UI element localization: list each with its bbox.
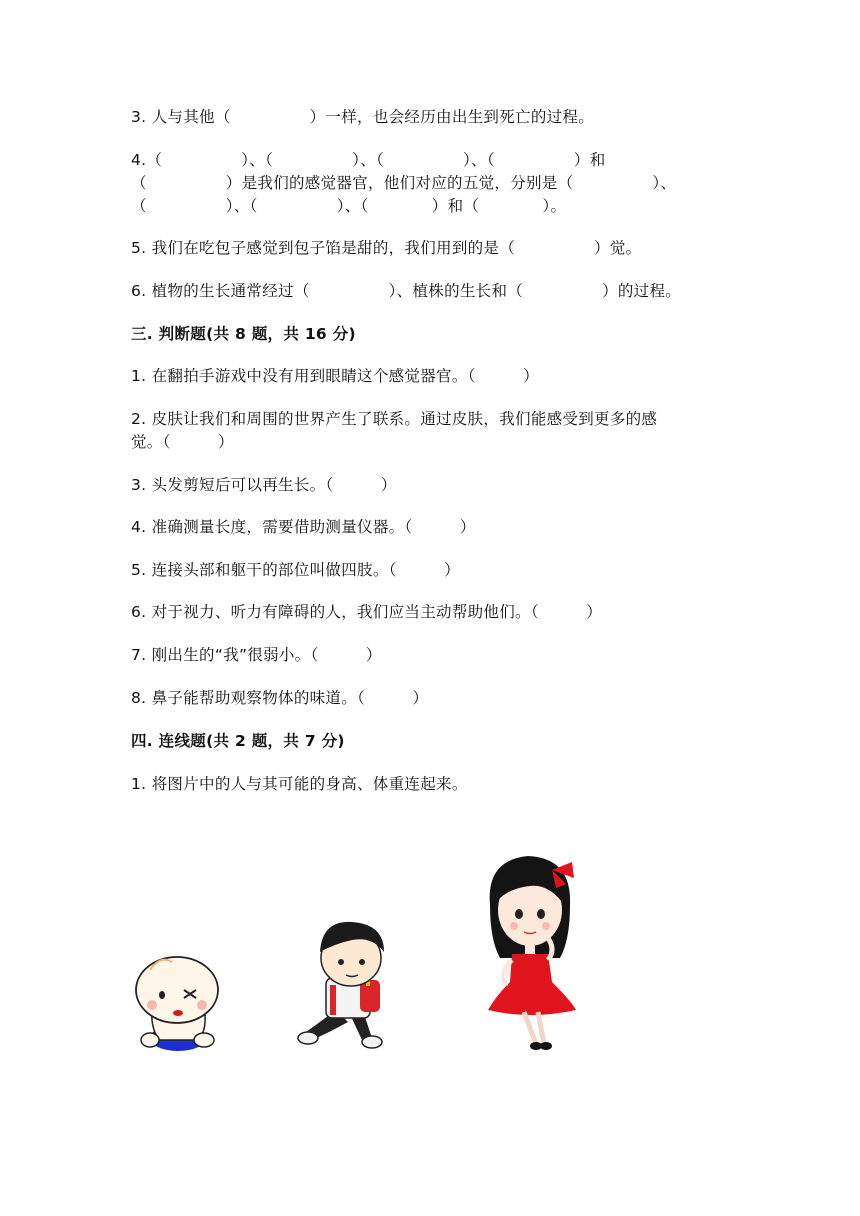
girl-illustration xyxy=(488,856,576,1050)
section-heading-judgment: 三. 判断题(共 8 题，共 16 分) xyxy=(131,325,356,343)
question-3: 3. 人与其他（ ）一样，也会经历由出生到死亡的过程。 xyxy=(131,108,595,126)
question-4-line-3: （ ）、（ ）、（ ）和（ ）。 xyxy=(131,197,567,215)
question-4-line-1: 4.（ ）、（ ）、（ ）、（ ）和 xyxy=(131,151,606,169)
boy-illustration xyxy=(298,922,384,1048)
judgment-item-2-line-2: 觉。（ ） xyxy=(131,433,234,451)
question-5: 5. 我们在吃包子感觉到包子馅是甜的，我们用到的是（ ）觉。 xyxy=(131,239,642,257)
judgment-item-4: 4. 准确测量长度，需要借助测量仪器。（ ） xyxy=(131,518,476,536)
judgment-item-2-line-1: 2. 皮肤让我们和周围的世界产生了联系。通过皮肤，我们能感受到更多的感 xyxy=(131,410,658,428)
matching-item-1: 1. 将图片中的人与其可能的身高、体重连起来。 xyxy=(131,775,468,793)
section-heading-matching: 四. 连线题(共 2 题，共 7 分) xyxy=(131,732,345,750)
judgment-item-8: 8. 鼻子能帮助观察物体的味道。（ ） xyxy=(131,689,429,707)
baby-illustration xyxy=(136,957,218,1051)
judgment-item-5: 5. 连接头部和躯干的部位叫做四肢。（ ） xyxy=(131,561,460,579)
judgment-item-7: 7. 刚出生的“我”很弱小。（ ） xyxy=(131,646,382,664)
question-4-line-2: （ ）是我们的感觉器官，他们对应的五觉，分别是（ ）、 xyxy=(131,174,677,192)
judgment-item-1: 1. 在翻拍手游戏中没有用到眼睛这个感觉器官。（ ） xyxy=(131,367,539,385)
judgment-item-6: 6. 对于视力、听力有障碍的人，我们应当主动帮助他们。（ ） xyxy=(131,603,603,621)
judgment-item-3: 3. 头发剪短后可以再生长。（ ） xyxy=(131,476,397,494)
question-6: 6. 植物的生长通常经过（ ）、植株的生长和（ ）的过程。 xyxy=(131,282,682,300)
